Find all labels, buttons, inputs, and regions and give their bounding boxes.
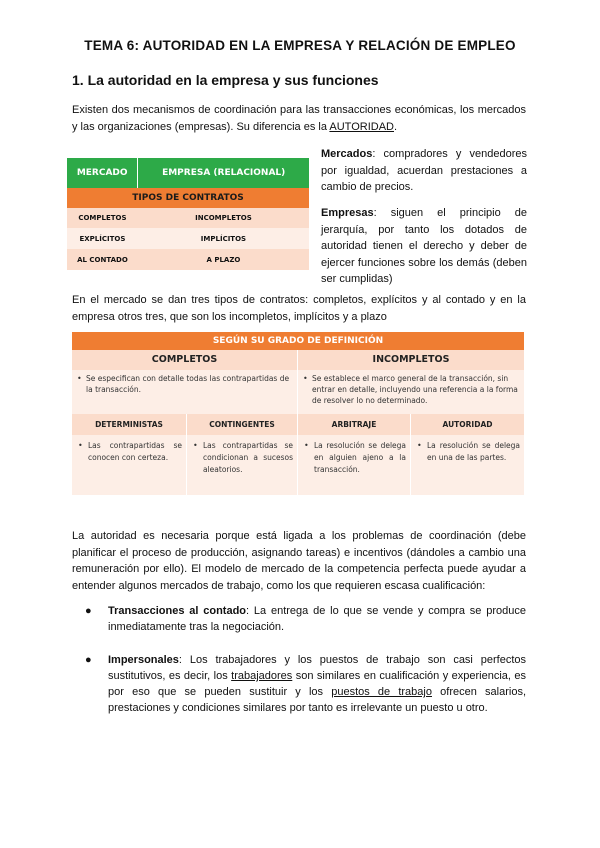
empresas-text: : siguen el principio de jerarquía, por tanto los dotados de autoridad tienen el derecho y deber de ejercer funciones sobre los demás (deben ser cumplidas) xyxy=(321,207,527,285)
list-item xyxy=(72,603,526,635)
arbitraje-header: ARBITRAJE xyxy=(298,414,411,435)
autoridad-desc: • La resolución se delega en una de las partes. xyxy=(411,435,524,495)
puestos-underline: puestos de trabajo xyxy=(331,686,432,698)
completos-desc: • Se especifican con detalle todas las contrapartidas de la transacción. xyxy=(72,370,298,414)
table-cell: COMPLETOS xyxy=(67,208,138,228)
bullet-term: Transacciones al contado xyxy=(108,605,247,617)
mercado-header: MERCADO xyxy=(67,158,138,188)
intro-text: Existen dos mecanismos de coordinación para las transacciones económicas, los mercados y las organizaciones (empresas). Su diferencia es la xyxy=(72,104,526,133)
autoridad-paragraph: La autoridad es necesaria porque está ligada a los problemas de coordinación (debe planificar el proceso de producción, asignando tareas) e incentivos (dándoles a cambio una remuneración por ello). El modelo de mercado de la competencia perfecta puede ayudar a entender algunos mercados de trabajo, como los que requieren escasa cualificación: xyxy=(72,530,526,592)
trabajadores-underline: trabajadores xyxy=(231,670,293,682)
table-cell: INCOMPLETOS xyxy=(138,208,309,228)
empresa-header: EMPRESA (RELACIONAL) xyxy=(138,158,309,188)
section-heading: 1. La autoridad en la empresa y sus funciones xyxy=(72,72,379,88)
mercados-paragraph xyxy=(321,146,527,196)
table-cell: IMPLÍCITOS xyxy=(138,228,309,249)
deterministas-desc: • Las contrapartidas se conocen con certeza. xyxy=(72,435,187,495)
features-list xyxy=(72,603,526,733)
bullet-text: : La entrega de lo que se vende y compra se produce inmediatamente tras la negociación. xyxy=(108,605,526,633)
empresas-paragraph xyxy=(321,205,527,288)
bullet-term: Impersonales xyxy=(108,654,179,666)
completos-header: COMPLETOS xyxy=(72,350,298,370)
definition-header: SEGÚN SU GRADO DE DEFINICIÓN xyxy=(72,332,524,350)
bullet-text: ofrecen salarios, prestaciones y condiciones similares por tanto es irrelevante un puesto u otro. xyxy=(108,686,526,714)
autoridad-link: AUTORIDAD xyxy=(329,120,394,133)
table-cell: EXPLÍCITOS xyxy=(67,228,138,249)
incompletos-desc: • Se establece el marco general de la transacción, sin entrar en detalle, incluyendo una referencia a la forma de resolver lo no determinado. xyxy=(298,370,524,414)
empresas-term: Empresas xyxy=(321,207,374,219)
list-item xyxy=(72,652,526,716)
bullet-icon: ● xyxy=(85,605,92,617)
bullet-text: : Los trabajadores y los puestos de trabajo son casi perfectos sustitutivos, es decir, los xyxy=(108,654,526,682)
deterministas-header: DETERMINISTAS xyxy=(72,414,187,435)
contracts-paragraph: En el mercado se dan tres tipos de contratos: completos, explícitos y al contado y en la empresa otros tres, que son los incompletos, implícitos y a plazo xyxy=(72,294,526,323)
bullet-icon: ● xyxy=(85,654,92,666)
bullet-text: son similares en cualificación y experiencia, es por eso que se pueden sustituir y los xyxy=(108,670,526,698)
mercados-term: Mercados xyxy=(321,148,373,160)
intro-end: . xyxy=(394,120,398,133)
intro-paragraph xyxy=(72,102,526,135)
contracts-table xyxy=(67,158,309,270)
contingentes-header: CONTINGENTES xyxy=(187,414,298,435)
document-title: TEMA 6: AUTORIDAD EN LA EMPRESA Y RELACIÓN DE EMPLEO xyxy=(84,38,516,53)
arbitraje-desc: • La resolución se delega en alguien ajeno a la transacción. xyxy=(298,435,411,495)
autoridad-header: AUTORIDAD xyxy=(411,414,524,435)
table-cell: AL CONTADO xyxy=(67,249,138,270)
table-cell: A PLAZO xyxy=(138,249,309,270)
tipos-header: TIPOS DE CONTRATOS xyxy=(67,188,309,208)
incompletos-header: INCOMPLETOS xyxy=(298,350,524,370)
contingentes-desc: • Las contrapartidas se condicionan a sucesos aleatorios. xyxy=(187,435,298,495)
mercados-text: : compradores y vendedores por igualdad, acuerdan prestaciones a cambio de precios. xyxy=(321,148,527,193)
definition-table xyxy=(72,332,524,495)
